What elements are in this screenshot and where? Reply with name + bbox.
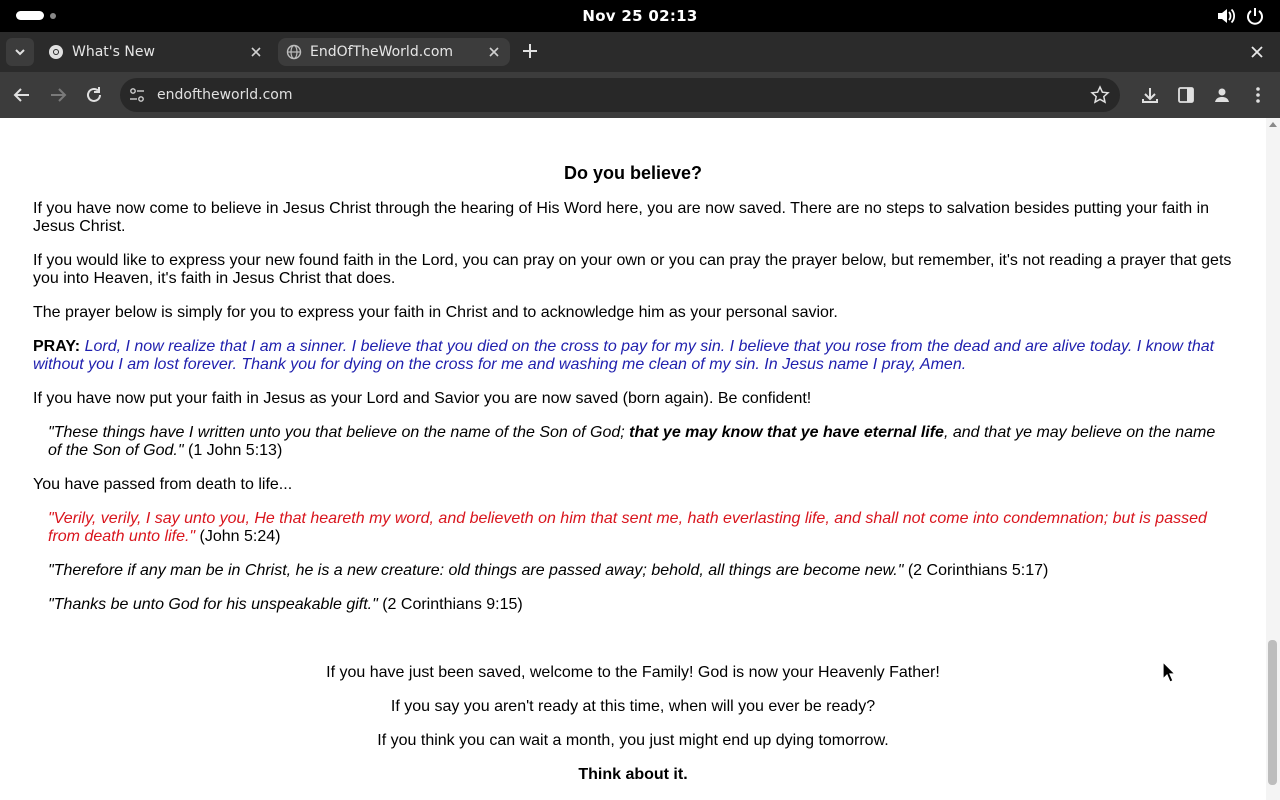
url-text[interactable]: endoftheworld.com [157, 87, 293, 103]
quote-text: "Thanks be unto God for his unspeakable gift." [48, 596, 378, 613]
closing-wait: If you think you can wait a month, you just might end up dying tomorrow. [377, 732, 889, 749]
closing-welcome: If you have just been saved, welcome to the Family! God is now your Heavenly Father! [326, 664, 940, 681]
close-tab-icon[interactable] [486, 44, 502, 60]
prayer-paragraph [33, 338, 1233, 374]
scroll-up-arrow-icon[interactable] [1269, 122, 1277, 127]
volume-icon[interactable] [1216, 7, 1236, 25]
bookmark-star-icon[interactable] [1090, 85, 1110, 105]
tab-title: What's New [72, 44, 155, 60]
quote-reference: (2 Corinthians 9:15) [377, 596, 523, 613]
menu-dots-icon[interactable] [1248, 85, 1268, 105]
section-heading: Do you believe? [563, 163, 703, 183]
profile-icon[interactable] [1212, 85, 1232, 105]
mouse-cursor-icon [1162, 661, 1176, 683]
globe-icon [286, 44, 302, 60]
paragraph-pray-own: If you would like to express your new found faith in the Lord, you can pray on your own or you can pray the prayer below, but remember, it's not reading a prayer that gets you into Heaven, it's faith in Jesus Christ that does. [33, 252, 1232, 287]
paragraph-death-to-life: You have passed from death to life... [33, 476, 293, 493]
tab-search-button[interactable] [6, 38, 34, 66]
site-settings-icon[interactable] [128, 86, 146, 104]
closing-ready: If you say you aren't ready at this time, when will you ever be ready? [390, 698, 876, 715]
tab-whats-new[interactable] [40, 38, 272, 66]
prayer-text: Lord, I now realize that I am a sinner. I believe that you died on the cross to pay for my sin. I believe that you rose from the dead and are alive today. I know that without you I am lost forever. Thank you for dying on the cross for me and washing me clean of my sin. In Jesus name I pray, Amen. [33, 338, 1215, 373]
web-page [0, 118, 1266, 800]
new-tab-plus-icon[interactable] [518, 39, 542, 63]
quote-emphasis: that ye may know that ye have eternal life [629, 424, 944, 441]
paragraph-confident: If you have now put your faith in Jesus as your Lord and Savior you are now saved (born again). Be confident! [33, 390, 812, 407]
quote-text: "Therefore if any man be in Christ, he is a new creature: old things are passed away; behold, all things are become new." [48, 562, 904, 579]
chevron-down-icon [6, 38, 34, 66]
quote-reference: (John 5:24) [195, 528, 281, 545]
system-top-bar [0, 0, 1280, 32]
quote-reference: (2 Corinthians 5:17) [903, 562, 1049, 579]
forward-arrow-icon[interactable] [47, 84, 69, 106]
quote-reference: (1 John 5:13) [183, 442, 283, 459]
download-icon[interactable] [1140, 85, 1160, 105]
reload-icon[interactable] [83, 84, 105, 106]
quote-2-corinthians-517 [48, 562, 1228, 580]
quote-john [48, 510, 1228, 546]
chrome-icon [48, 44, 64, 60]
scrollbar-thumb[interactable] [1268, 640, 1277, 785]
quote-text: "Verily, verily, I say unto you, He that heareth my word, and believeth on him that sent me, hath everlasting life, and shall not come into condemnation; but is passed from death unto life." [48, 510, 1207, 545]
paragraph-prayer-intro: The prayer below is simply for you to express your faith in Christ and to acknowledge him as your personal savior. [33, 304, 838, 321]
back-arrow-icon[interactable] [11, 84, 33, 106]
paragraph-saved: If you have now come to believe in Jesus Christ through the hearing of His Word here, you are now saved. There are no steps to salvation besides putting your faith in Jesus Christ. [33, 200, 1210, 235]
power-icon[interactable] [1245, 6, 1265, 26]
window-close-icon[interactable] [1247, 42, 1267, 62]
quote-2-corinthians-915 [48, 596, 1228, 614]
tab-endoftheworld[interactable] [278, 38, 510, 66]
side-panel-icon[interactable] [1176, 85, 1196, 105]
quote-1-john [48, 424, 1228, 460]
pray-label: PRAY: [33, 338, 81, 355]
closing-think: Think about it. [578, 766, 688, 783]
system-clock[interactable]: Nov 25 02:13 [582, 7, 698, 25]
close-tab-icon[interactable] [248, 44, 264, 60]
quote-text: , and that ye may believe on the name of the Son of God." [48, 424, 1216, 459]
tab-title: EndOfTheWorld.com [310, 44, 454, 60]
quote-text: "These things have I written unto you that believe on the name of the Son of God; [48, 424, 630, 441]
